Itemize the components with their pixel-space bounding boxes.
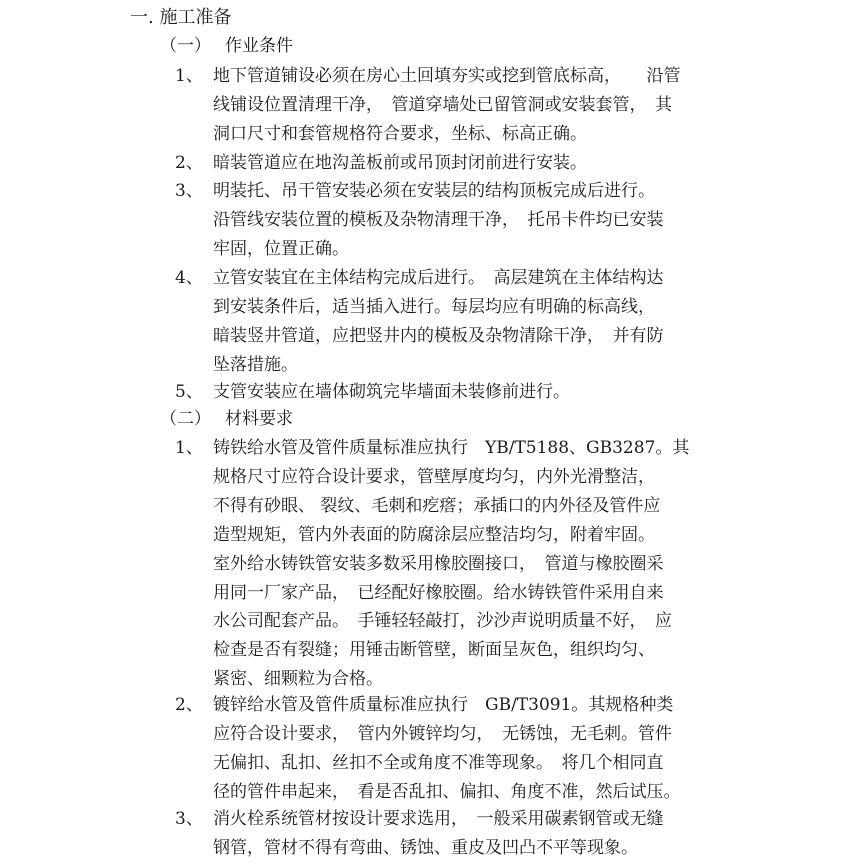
item-text-line: 暗装管道应在地沟盖板前或吊顶封闭前进行安装。 <box>213 153 587 173</box>
item-text-line: 用同一厂家产品， 已经配好橡胶圈。给水铸铁管件采用自来 <box>213 582 664 603</box>
item-text-line: 无偏扣、乱扣、丝扣不全或角度不准等现象。 将几个相同直 <box>213 753 664 773</box>
item-text-line: 洞口尺寸和套管规格符合要求，坐标、标高正确。 <box>213 124 587 144</box>
item-text-line: 应符合设计要求， 管内外镀锌均匀， 无锈蚀，无毛刺。管件 <box>213 724 672 744</box>
item-number: 1、 <box>175 66 203 86</box>
item-text-line: 不得有砂眼、 裂纹、毛刺和疙瘩；承插口的内外径及管件应 <box>213 495 661 516</box>
item-number: 3、 <box>175 181 203 201</box>
item-text-line: 水公司配套产品。 手锤轻轻敲打，沙沙声说明质量不好， 应 <box>213 611 672 632</box>
item-text-line: 沿管线安装位置的模板及杂物清理干净， 托吊卡件均已安装 <box>213 210 664 230</box>
item-text-line: 明装托、吊干管安装必须在安装层的结构顶板完成后进行。 <box>213 181 655 201</box>
item-text-line: 紧密、细颗粒为合格。 <box>213 669 383 690</box>
item-text-line: 坠落措施。 <box>213 355 298 375</box>
item-text-line: 镀锌给水管及管件质量标准应执行 GB/T3091。其规格种类 <box>213 695 674 715</box>
item-text-line: 检查是否有裂缝；用锤击断管壁，断面呈灰色，组织均匀、 <box>213 640 655 661</box>
item-text-line: 支管安装应在墙体砌筑完毕墙面未装修前进行。 <box>213 382 570 402</box>
item-text-line: 造型规矩，管内外表面的防腐涂层应整洁均匀，附着牢固。 <box>213 524 655 545</box>
section-heading-1 <box>160 33 293 59</box>
item-number: 2、 <box>175 695 203 715</box>
item-text-line: 地下管道铺设必须在房心土回填夯实或挖到管底标高， 沿管 <box>213 66 681 86</box>
item-number: 4、 <box>175 268 203 288</box>
section-title: 作业条件 <box>225 36 293 56</box>
section-title: 材料要求 <box>225 409 293 429</box>
section-label: （一） <box>160 36 211 56</box>
item-text-line: 铸铁给水管及管件质量标准应执行 YB/T5188、GB3287。其 <box>213 438 690 458</box>
item-number: 1、 <box>175 438 203 458</box>
item-text-line: 消火栓系统管材按设计要求选用， 一般采用碳素钢管或无缝 <box>213 809 664 829</box>
item-text-line: 钢管，管材不得有弯曲、锈蚀、重皮及凹凸不平等现象。 <box>213 838 638 858</box>
item-text-line: 暗装竖井管道，应把竖井内的模板及杂物清除干净， 并有防 <box>213 326 664 346</box>
item-number: 5、 <box>175 382 203 402</box>
item-text-line: 线铺设位置清理干净， 管道穿墙处已留管洞或安装套管， 其 <box>213 95 672 115</box>
item-text-line: 牢固，位置正确。 <box>213 239 349 259</box>
item-text-line: 径的管件串起来， 看是否乱扣、偏扣、角度不准，然后试压。 <box>213 782 681 802</box>
item-number: 3、 <box>175 809 203 829</box>
chapter-heading: 一. 施工准备 <box>130 7 232 28</box>
section-heading-2 <box>160 406 293 432</box>
item-text-line: 立管安装宜在主体结构完成后进行。 高层建筑在主体结构达 <box>213 268 664 288</box>
item-text-line: 规格尺寸应符合设计要求，管壁厚度均匀，内外光滑整洁， <box>213 466 655 487</box>
item-text-line: 室外给水铸铁管安装多数采用橡胶圈接口， 管道与橡胶圈采 <box>213 553 664 574</box>
item-text-line: 到安装条件后，适当插入进行。每层均应有明确的标高线， <box>213 297 655 317</box>
section-label: （二） <box>160 409 211 429</box>
item-number: 2、 <box>175 153 203 173</box>
